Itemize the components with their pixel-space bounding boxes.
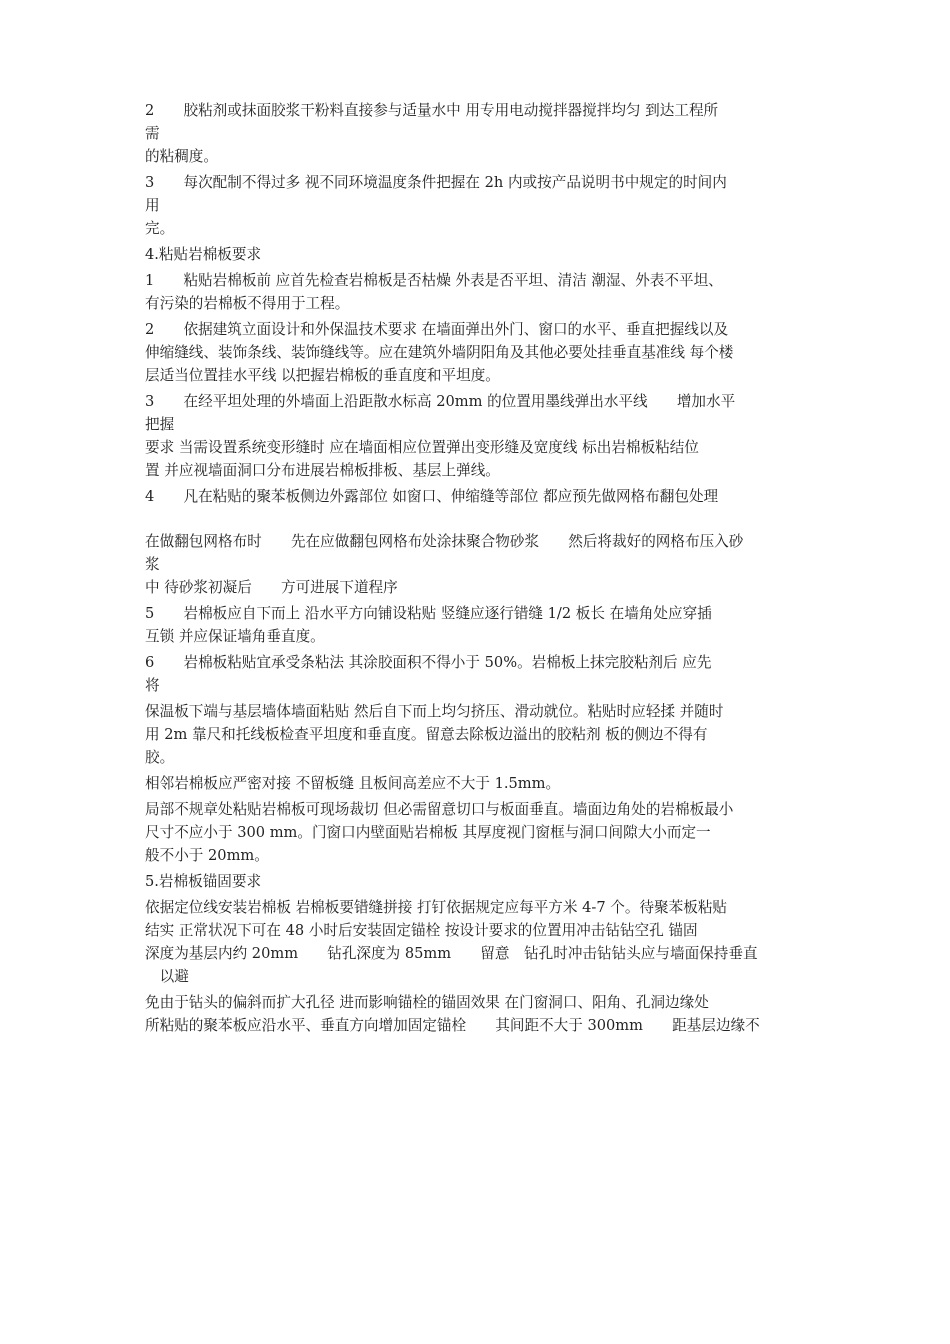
text-line: 将 [145,677,160,694]
text-line: 3 在经平坦处理的外墙面上沿距散水标高 20mm 的位置用墨线弹出水平线 增加水平 [145,393,736,410]
text-line: 置 并应视墙面洞口分布进展岩棉板排板、基层上弹线。 [145,462,500,479]
text-line: 所粘贴的聚苯板应沿水平、垂直方向增加固定锚栓 其间距不大于 300mm 距基层边缘不 [145,1017,760,1034]
text-line: 有污染的岩棉板不得用于工程。 [145,295,350,312]
text-line: 层适当位置挂水平线 以把握岩棉板的垂直度和平坦度。 [145,367,500,384]
text-line: 把握 [145,416,175,433]
text-line: 用 [145,197,160,214]
text-line: 相邻岩棉板应严密对接 不留板缝 且板间高差应不大于 1.5mm。 [145,775,561,792]
section-heading: 5.岩棉板锚固要求 [145,873,262,890]
text-line: 胶。 [145,749,175,766]
section-heading: 4.粘贴岩棉板要求 [145,246,262,263]
text-line: 3 每次配制不得过多 视不同环境温度条件把握在 2h 内或按产品说明书中规定的时间内 [145,174,727,191]
text-line: 2 依据建筑立面设计和外保温技术要求 在墙面弹出外门、窗口的水平、垂直把握线以及 [145,321,729,338]
text-line: 保温板下端与基层墙体墙面粘贴 然后自下而上均匀挤压、滑动就位。粘贴时应轻揉 并随时 [145,703,724,720]
document-body [145,99,813,1037]
text-line: 伸缩缝线、装饰条线、装饰缝线等。应在建筑外墙阴阳角及其他必要处挂垂直基准线 每个楼 [145,344,734,361]
text-line: 尺寸不应小于 300 mm。门窗口内壁面贴岩棉板 其厚度视门窗框与洞口间隙大小而定一 [145,824,711,841]
text-line: 浆 [145,556,160,573]
text-line: 依据定位线安装岩棉板 岩棉板要错缝拼接 打钉依据规定应每平方米 4-7 个。待聚苯板粘贴 [145,899,728,916]
text-line: 以避 [145,968,189,985]
text-line: 免由于钻头的偏斜而扩大孔径 进而影响锚栓的锚固效果 在门窗洞口、阳角、孔洞边缘处 [145,994,709,1011]
text-line: 2 胶粘剂或抹面胶浆干粉料直接参与适量水中 用专用电动搅拌器搅拌均匀 到达工程所 [145,102,719,119]
text-line: 完。 [145,220,175,237]
text-line: 用 2m 靠尺和托线板检查平坦度和垂直度。留意去除板边溢出的胶粘剂 板的侧边不得有 [145,726,708,743]
text-line: 6 岩棉板粘贴宜承受条粘法 其涂胶面积不得小于 50%。岩棉板上抹完胶粘剂后 应先 [145,654,712,671]
text-line: 在做翻包网格布时 先在应做翻包网格布处涂抹聚合物砂浆 然后将裁好的网格布压入砂 [145,533,744,550]
text-line: 1 粘贴岩棉板前 应首先检查岩棉板是否枯燥 外表是否平坦、清洁 潮湿、外表不平坦、 [145,272,723,289]
text-line: 深度为基层内约 20mm 钻孔深度为 85mm 留意 钻孔时冲击钻钻头应与墙面保持垂直 [145,945,758,962]
text-line: 结实 正常状况下可在 48 小时后安装固定锚栓 按设计要求的位置用冲击钻钻空孔 锚固 [145,922,698,939]
text-line: 般不小于 20mm。 [145,847,269,864]
text-line: 需 [145,125,160,142]
text-line: 4 凡在粘贴的聚苯板侧边外露部位 如窗口、伸缩缝等部位 都应预先做网格布翻包处理 [145,488,719,505]
text-line: 5 岩棉板应自下而上 沿水平方向铺设粘贴 竖缝应逐行错缝 1/2 板长 在墙角处应穿插 [145,605,712,622]
text-line: 中 待砂浆初凝后 方可进展下道程序 [145,579,398,596]
text-line: 局部不规章处粘贴岩棉板可现场裁切 但必需留意切口与板面垂直。墙面边角处的岩棉板最小 [145,801,734,818]
text-line: 的粘稠度。 [145,148,218,165]
text-line: 要求 当需设置系统变形缝时 应在墙面相应位置弹出变形缝及宽度线 标出岩棉板粘结位 [145,439,699,456]
text-line: 互锁 并应保证墙角垂直度。 [145,628,325,645]
